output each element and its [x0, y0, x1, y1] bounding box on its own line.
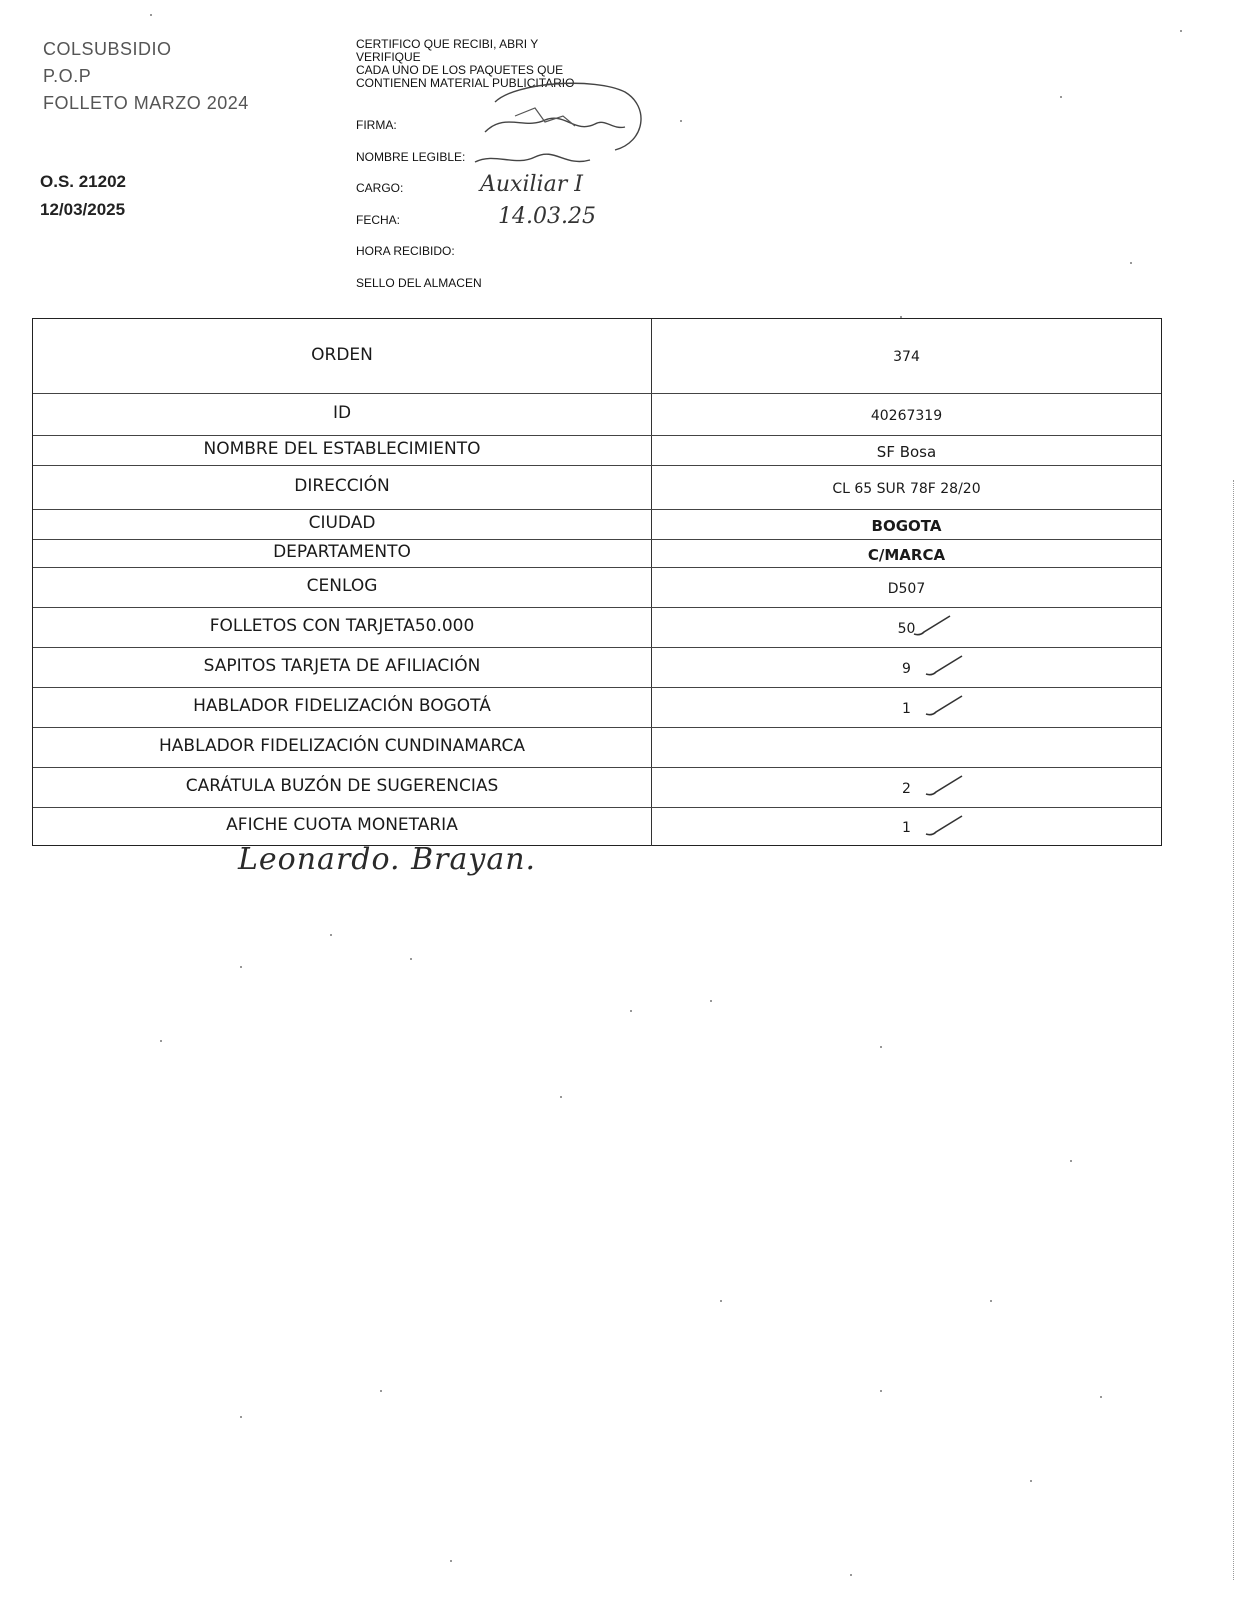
table-row — [33, 319, 1161, 393]
row-value: SF Bosa — [876, 443, 937, 461]
delivery-table — [32, 318, 1162, 846]
scan-speck — [990, 1300, 992, 1302]
scan-speck — [150, 14, 152, 16]
check-mark-icon — [910, 612, 970, 642]
scan-speck — [240, 1416, 242, 1418]
folleto-label: FOLLETO MARZO 2024 — [43, 93, 249, 113]
row-value: 2 — [652, 768, 1161, 808]
nombre-label: NOMBRE LEGIBLE: — [356, 150, 466, 164]
table-row — [33, 509, 1161, 540]
row-label: FOLLETOS CON TARJETA50.000 — [33, 608, 652, 648]
scan-speck — [380, 1390, 382, 1392]
scan-speck — [1130, 262, 1132, 264]
row-value: 374 — [893, 349, 920, 365]
row-label: CIUDAD — [33, 510, 652, 540]
handwritten-name: Leonardo. Brayan. — [238, 842, 537, 877]
row-label: HABLADOR FIDELIZACIÓN BOGOTÁ — [33, 688, 652, 728]
table-row — [33, 687, 1161, 728]
cert-line-1: CERTIFICO QUE RECIBI, ABRI Y — [356, 37, 539, 51]
check-mark-icon — [922, 812, 982, 842]
row-value: 1 — [652, 688, 1161, 728]
row-label: CARÁTULA BUZÓN DE SUGERENCIAS — [33, 768, 652, 808]
scan-speck — [1030, 1480, 1032, 1482]
table-row — [33, 393, 1161, 436]
scan-speck — [1100, 1396, 1102, 1398]
scan-speck — [630, 1010, 632, 1012]
scan-speck — [680, 120, 682, 122]
scan-speck — [1070, 1160, 1072, 1162]
row-value: 50 — [652, 608, 1161, 648]
firma-label: FIRMA: — [356, 118, 397, 132]
row-value: BOGOTA — [871, 517, 942, 535]
cert-line-4: CONTIENEN MATERIAL PUBLICITARIO — [356, 76, 575, 90]
hora-label: HORA RECIBIDO: — [356, 244, 455, 258]
scan-edge-line — [1232, 480, 1234, 1580]
table-row — [33, 807, 1161, 846]
sello-label: SELLO DEL ALMACEN — [356, 276, 482, 290]
row-value: C/MARCA — [867, 546, 946, 564]
table-row — [33, 465, 1161, 510]
scan-speck — [880, 1046, 882, 1048]
row-value: CL 65 SUR 78F 28/20 — [832, 481, 981, 497]
scan-speck — [1060, 96, 1062, 98]
table-row — [33, 607, 1161, 648]
scan-speck — [900, 316, 902, 318]
cert-line-2: VERIFIQUE — [356, 50, 421, 64]
cargo-handwritten: Auxiliar I — [480, 172, 583, 197]
row-label: AFICHE CUOTA MONETARIA — [33, 808, 652, 846]
order-service-block — [40, 168, 126, 224]
scan-speck — [240, 966, 242, 968]
cargo-label: CARGO: — [356, 181, 404, 195]
signature-scribble — [455, 72, 655, 182]
company-header — [43, 36, 249, 117]
row-value: D507 — [887, 581, 926, 597]
table-row — [33, 539, 1161, 568]
scan-speck — [880, 1390, 882, 1392]
os-number: O.S. 21202 — [40, 172, 127, 191]
scan-speck — [160, 1040, 162, 1042]
scan-speck — [1180, 30, 1182, 32]
pop-label: P.O.P — [43, 66, 92, 86]
scan-speck — [720, 1300, 722, 1302]
row-label: NOMBRE DEL ESTABLECIMIENTO — [33, 436, 652, 466]
row-label: ID — [33, 394, 652, 436]
scan-speck — [560, 1096, 562, 1098]
row-label: CENLOG — [33, 568, 652, 608]
table-row — [33, 767, 1161, 808]
fecha-label: FECHA: — [356, 213, 401, 227]
row-value: 1 — [652, 808, 1161, 846]
check-mark-icon — [922, 652, 982, 682]
os-date: 12/03/2025 — [40, 200, 126, 219]
row-label: HABLADOR FIDELIZACIÓN CUNDINAMARCA — [33, 728, 652, 768]
table-row — [33, 727, 1161, 768]
company-name: COLSUBSIDIO — [43, 39, 172, 59]
scan-speck — [330, 934, 332, 936]
scan-speck — [450, 1560, 452, 1562]
row-value: 9 — [652, 648, 1161, 688]
table-row — [33, 647, 1161, 688]
cert-line-3: CADA UNO DE LOS PAQUETES QUE — [356, 63, 564, 77]
fecha-handwritten: 14.03.25 — [498, 204, 596, 229]
scan-speck — [850, 1574, 852, 1576]
scan-speck — [710, 1000, 712, 1002]
row-label: SAPITOS TARJETA DE AFILIACIÓN — [33, 648, 652, 688]
row-value — [652, 728, 1161, 768]
row-label: DEPARTAMENTO — [33, 540, 652, 568]
table-row — [33, 435, 1161, 466]
table-row — [33, 567, 1161, 608]
row-value: 40267319 — [870, 408, 943, 424]
row-label: ORDEN — [33, 319, 652, 393]
check-mark-icon — [922, 772, 982, 802]
row-label: DIRECCIÓN — [33, 466, 652, 510]
scan-speck — [410, 958, 412, 960]
check-mark-icon — [922, 692, 982, 722]
